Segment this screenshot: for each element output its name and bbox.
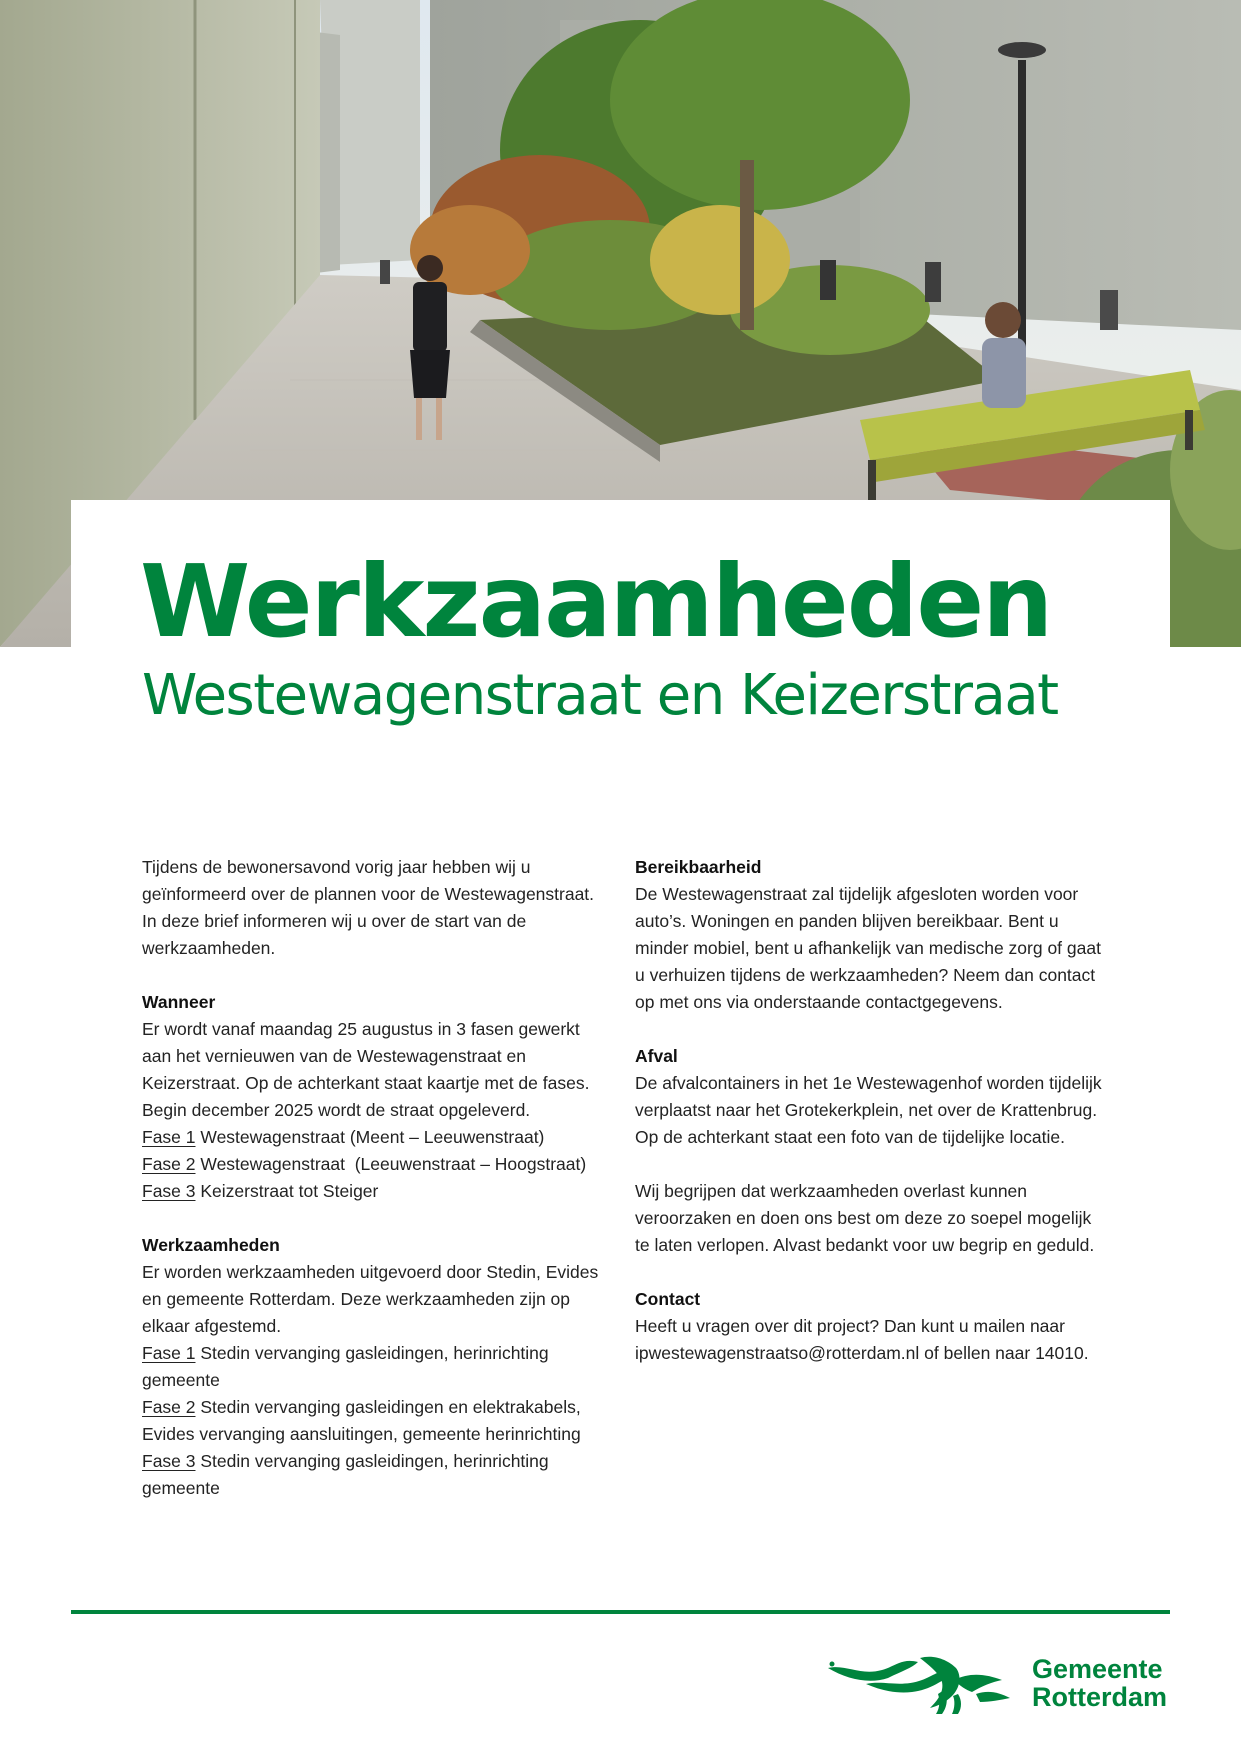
logo-line-1: Gemeente	[1032, 1654, 1163, 1684]
section-werkzaamheden	[142, 1232, 612, 1502]
wanneer-phase-1	[142, 1124, 612, 1151]
phase-text: Keizerstraat tot Steiger	[195, 1181, 379, 1201]
phase-label: Fase 1	[142, 1343, 196, 1363]
phase-text: Stedin vervanging gasleidingen, herinrichting gemeente	[142, 1451, 549, 1498]
gemeente-rotterdam-logo	[826, 1650, 1171, 1720]
section-heading-wanneer: Wanneer	[142, 992, 216, 1012]
right-column	[635, 854, 1105, 1394]
closing-paragraph: Wij begrijpen dat werkzaamheden overlast kunnen veroorzaken en doen ons best om deze zo soepel mogelijk te laten verlopen. Alvast bedankt voor uw begrip en geduld.	[635, 1181, 1095, 1255]
section-heading-werkzaamheden: Werkzaamheden	[142, 1235, 280, 1255]
phase-text: Westewagenstraat (Meent – Leeuwenstraat)	[195, 1127, 545, 1147]
bereikbaarheid-body: De Westewagenstraat zal tijdelijk afgesloten worden voor auto’s. Woningen en panden blijven bereikbaar. Bent u minder mobiel, bent u afhankelijk van medische zorg of gaat u verhuizen tijdens de werkzaamheden? Neem dan contact op met ons via onderstaande contactgegevens.	[635, 884, 1101, 1012]
werkzaamheden-phase-1	[142, 1340, 612, 1394]
logo-line-2: Rotterdam	[1032, 1682, 1168, 1712]
section-heading-afval: Afval	[635, 1046, 678, 1066]
section-contact	[635, 1286, 1105, 1367]
wanneer-phase-2	[142, 1151, 612, 1178]
section-wanneer	[142, 989, 612, 1205]
werkzaamheden-body: Er worden werkzaamheden uitgevoerd door Stedin, Evides en gemeente Rotterdam. Deze werkzaamheden zijn op elkaar afgestemd.	[142, 1262, 599, 1336]
phase-label: Fase 2	[142, 1154, 196, 1174]
contact-body: Heeft u vragen over dit project? Dan kunt u mailen naar ipwestewagenstraatso@rotterdam.nl of bellen naar 14010.	[635, 1316, 1089, 1363]
footer-divider	[71, 1610, 1170, 1614]
phase-label: Fase 2	[142, 1397, 196, 1417]
section-heading-contact: Contact	[635, 1289, 701, 1309]
intro-paragraph: Tijdens de bewonersavond vorig jaar hebben wij u geïnformeerd over de plannen voor de Westewagenstraat. In deze brief informeren wij u over de start van de werkzaamheden.	[142, 857, 595, 958]
phase-label: Fase 3	[142, 1451, 196, 1471]
section-heading-bereikbaarheid: Bereikbaarheid	[635, 857, 762, 877]
phase-text: Westewagenstraat (Leeuwenstraat – Hoogstraat)	[195, 1154, 587, 1174]
phase-text: Stedin vervanging gasleidingen, herinrichting gemeente	[142, 1343, 549, 1390]
afval-body: De afvalcontainers in het 1e Westewagenhof worden tijdelijk verplaatst naar het Grotekerkplein, net over de Krattenbrug. Op de achterkant staat een foto van de tijdelijke locatie.	[635, 1073, 1102, 1147]
phase-text: Stedin vervanging gasleidingen en elektrakabels, Evides vervanging aansluitingen, gemeente herinrichting	[142, 1397, 581, 1444]
phase-label: Fase 3	[142, 1181, 196, 1201]
werkzaamheden-phase-2	[142, 1394, 612, 1448]
left-column	[142, 854, 612, 1502]
section-bereikbaarheid	[635, 854, 1105, 1016]
phase-label: Fase 1	[142, 1127, 196, 1147]
werkzaamheden-phase-3	[142, 1448, 612, 1502]
section-afval	[635, 1043, 1105, 1151]
wanneer-phase-3	[142, 1178, 612, 1205]
rotterdam-lion-mark-icon	[826, 1650, 1026, 1720]
page-subtitle: Westewagenstraat en Keizerstraat	[142, 663, 1058, 728]
page-title: Werkzaamheden	[140, 543, 1052, 660]
wanneer-body: Er wordt vanaf maandag 25 augustus in 3 fasen gewerkt aan het vernieuwen van de Westewagenstraat en Keizerstraat. Op de achterkant staat kaartje met de fases. Begin december 2025 wordt de straat opgeleverd.	[142, 1019, 590, 1120]
logo-wordmark	[1032, 1655, 1167, 1711]
